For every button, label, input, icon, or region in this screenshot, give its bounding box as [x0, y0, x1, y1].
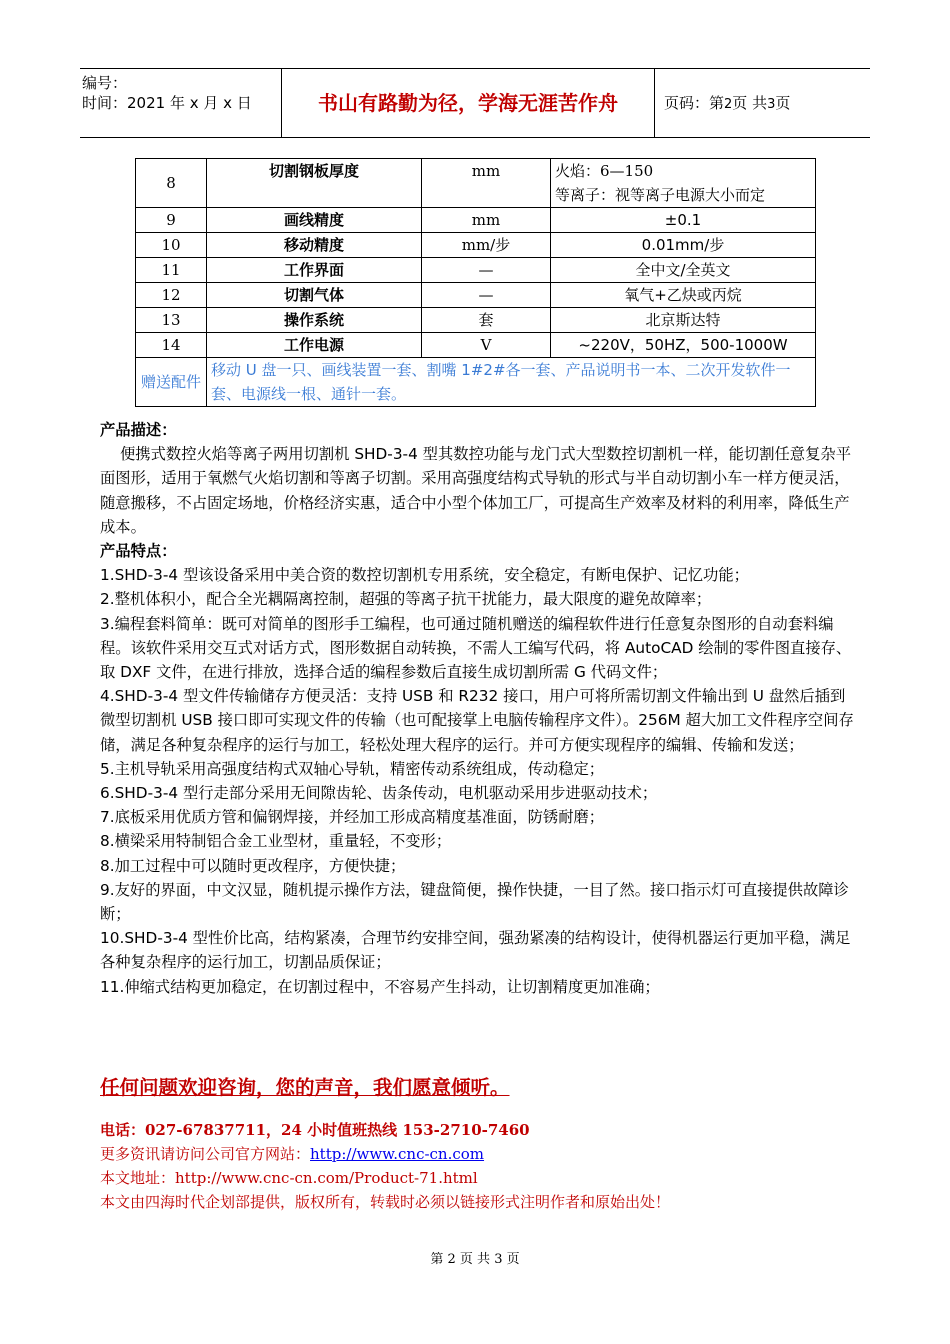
feature-item: 8.加工过程中可以随时更改程序，方便快捷；: [100, 856, 406, 875]
table-row: [136, 258, 816, 283]
product-body: [100, 418, 855, 999]
page-header: [80, 68, 870, 138]
spec-name: 工作界面: [207, 258, 422, 283]
spec-unit: —: [422, 258, 551, 283]
spec-name: 切割气体: [207, 283, 422, 308]
number-label: 编号：: [82, 74, 128, 92]
page-label: 页码：第: [664, 94, 725, 112]
feature-item: 4.SHD-3-4 型文件传输储存方便灵活：支持 USB 和 R232 接口，用户可将所需切割文件输出到 U 盘然后插到微型切割机 USB 接口即可实现文件的传输（也可配接掌上电脑传输程序文件）。256M 超大加工文件程序空间存储，满足各种复杂程序的运行与加工，轻松处理大程序的运行。并可方便实现程序的编辑、传输和发送；: [100, 687, 854, 754]
spec-name: 移动精度: [207, 233, 422, 258]
row-number: 13: [136, 308, 207, 333]
row-number: 8: [136, 159, 207, 208]
feature-item: 11.伸缩式结构更加稳定，在切割过程中，不容易产生抖动，让切割精度更加准确；: [100, 977, 660, 996]
contact-cta: 任何问题欢迎咨询，您的声音，我们愿意倾听。: [100, 1076, 510, 1099]
gift-text: 移动 U 盘一只、画线装置一套、割嘴 1#2#各一套、产品说明书一本、二次开发软件一套、电源线一根、通针一套。: [207, 358, 816, 407]
feature-item: 1.SHD-3-4 型该设备采用中美合资的数控切割机专用系统，安全稳定，有断电保护、记忆功能；: [100, 566, 749, 585]
features-heading: 产品特点：: [100, 542, 177, 561]
gift-label: 赠送配件: [136, 358, 207, 407]
page-current: 2: [724, 97, 733, 112]
spec-value-line: 火焰：6—150: [555, 162, 654, 180]
page-end: 页: [775, 94, 791, 112]
spec-unit: mm: [422, 208, 551, 233]
website-link[interactable]: http://www.cnc-cn.com: [310, 1145, 485, 1163]
feature-item: 8.横梁采用特制铝合金工业型材，重量轻，不变形；: [100, 832, 452, 851]
contact-phone: 电话：027-67837711，24 小时值班热线 153-2710-7460: [100, 1121, 530, 1139]
header-motto: 书山有路勤为径，学海无涯苦作舟: [318, 91, 618, 115]
spec-value: 0.01mm/步: [551, 233, 816, 258]
spec-unit: —: [422, 283, 551, 308]
description-text: 便携式数控火焰等离子两用切割机 SHD-3-4 型其数控功能与龙门式大型数控切割机一样，能切割任意复杂平面图形，适用于氧燃气火焰切割和等离子切割。采用高强度结构式导轨的形式与半自动切割小车一样方便灵活，随意搬移，不占固定场地，价格经济实惠，适合中小型个体加工厂，可提高生产效率及材料的利用率，降低生产成本。: [100, 445, 851, 536]
page-mid: 页 共: [732, 94, 768, 112]
feature-item: 9.友好的界面，中文汉显，随机提示操作方法，键盘简便，操作快捷，一目了然。接口指示灯可直接提供故障诊断；: [100, 880, 849, 924]
spec-value: 北京斯达特: [551, 308, 816, 333]
spec-name: 操作系统: [207, 308, 422, 333]
row-number: 12: [136, 283, 207, 308]
feature-item: 3.编程套料简单：既可对简单的图形手工编程，也可通过随机赠送的编程软件进行任意复杂图形的自动套料编程。该软件采用交互式对话方式，图形数据自动转换，不需人工编写代码，将 AutoCAD 绘制的零件图直接存、取 DXF 文件，在进行排放，选择合适的编程参数后直接生成切割所需 G 代码文件；: [100, 614, 852, 682]
date-label: 时间：2021 年 x 月 x 日: [82, 94, 252, 112]
spec-value: 氧气+乙炔或丙烷: [551, 283, 816, 308]
feature-item: 10.SHD-3-4 型性价比高，结构紧凑，合理节约安排空间，强劲紧凑的结构设计，使得机器运行更加平稳，满足各种复杂程序的运行加工，切割品质保证；: [100, 929, 851, 972]
spec-table: [135, 158, 816, 407]
table-row: [136, 283, 816, 308]
row-number: 10: [136, 233, 207, 258]
spec-value-line: 等离子：视等离子电源大小而定: [555, 186, 766, 204]
header-divider: [654, 69, 655, 137]
spec-value: ±0.1: [551, 208, 816, 233]
contact-website: [100, 1142, 860, 1166]
description-heading: 产品描述：: [100, 421, 177, 439]
table-row: [136, 208, 816, 233]
table-row: [136, 233, 816, 258]
header-page-number: [664, 69, 790, 137]
header-meta: [82, 73, 282, 113]
row-number: 9: [136, 208, 207, 233]
spec-unit: 套: [422, 308, 551, 333]
page-total: 3: [767, 97, 776, 112]
table-row: [136, 333, 816, 358]
row-number: 11: [136, 258, 207, 283]
spec-name: 切割钢板厚度: [207, 159, 422, 208]
page-footer: 第 2 页 共 3 页: [430, 1252, 520, 1267]
spec-unit: V: [422, 333, 551, 358]
table-row: [136, 159, 816, 208]
spec-unit: mm: [422, 159, 551, 208]
table-row-gift: [136, 358, 816, 407]
feature-item: 2.整机体积小，配合全光耦隔离控制，超强的等离子抗干扰能力，最大限度的避免故障率；: [100, 590, 712, 609]
feature-item: 5.主机导轨采用高强度结构式双轴心导轨，精密传动系统组成，传动稳定；: [100, 759, 605, 778]
website-prefix: 更多资讯请访问公司官方网站：: [100, 1145, 311, 1163]
feature-item: 6.SHD-3-4 型行走部分采用无间隙齿轮、齿条传动，电机驱动采用步进驱动技术；: [100, 784, 658, 803]
contact-section: [100, 1070, 860, 1214]
feature-item: 7.底板采用优质方管和偏钢焊接，并经加工形成高精度基准面，防锈耐磨；: [100, 808, 605, 827]
spec-value: [551, 159, 816, 208]
spec-value: ~220V，50HZ，500-1000W: [551, 333, 816, 358]
copyright-note: 本文由四海时代企划部提供，版权所有，转载时必须以链接形式注明作者和原始出处！: [100, 1193, 671, 1211]
spec-name: 工作电源: [207, 333, 422, 358]
spec-name: 画线精度: [207, 208, 422, 233]
table-row: [136, 308, 816, 333]
article-url: 本文地址：http://www.cnc-cn.com/Product-71.html: [100, 1169, 478, 1187]
row-number: 14: [136, 333, 207, 358]
spec-value: 全中文/全英文: [551, 258, 816, 283]
spec-unit: mm/步: [422, 233, 551, 258]
